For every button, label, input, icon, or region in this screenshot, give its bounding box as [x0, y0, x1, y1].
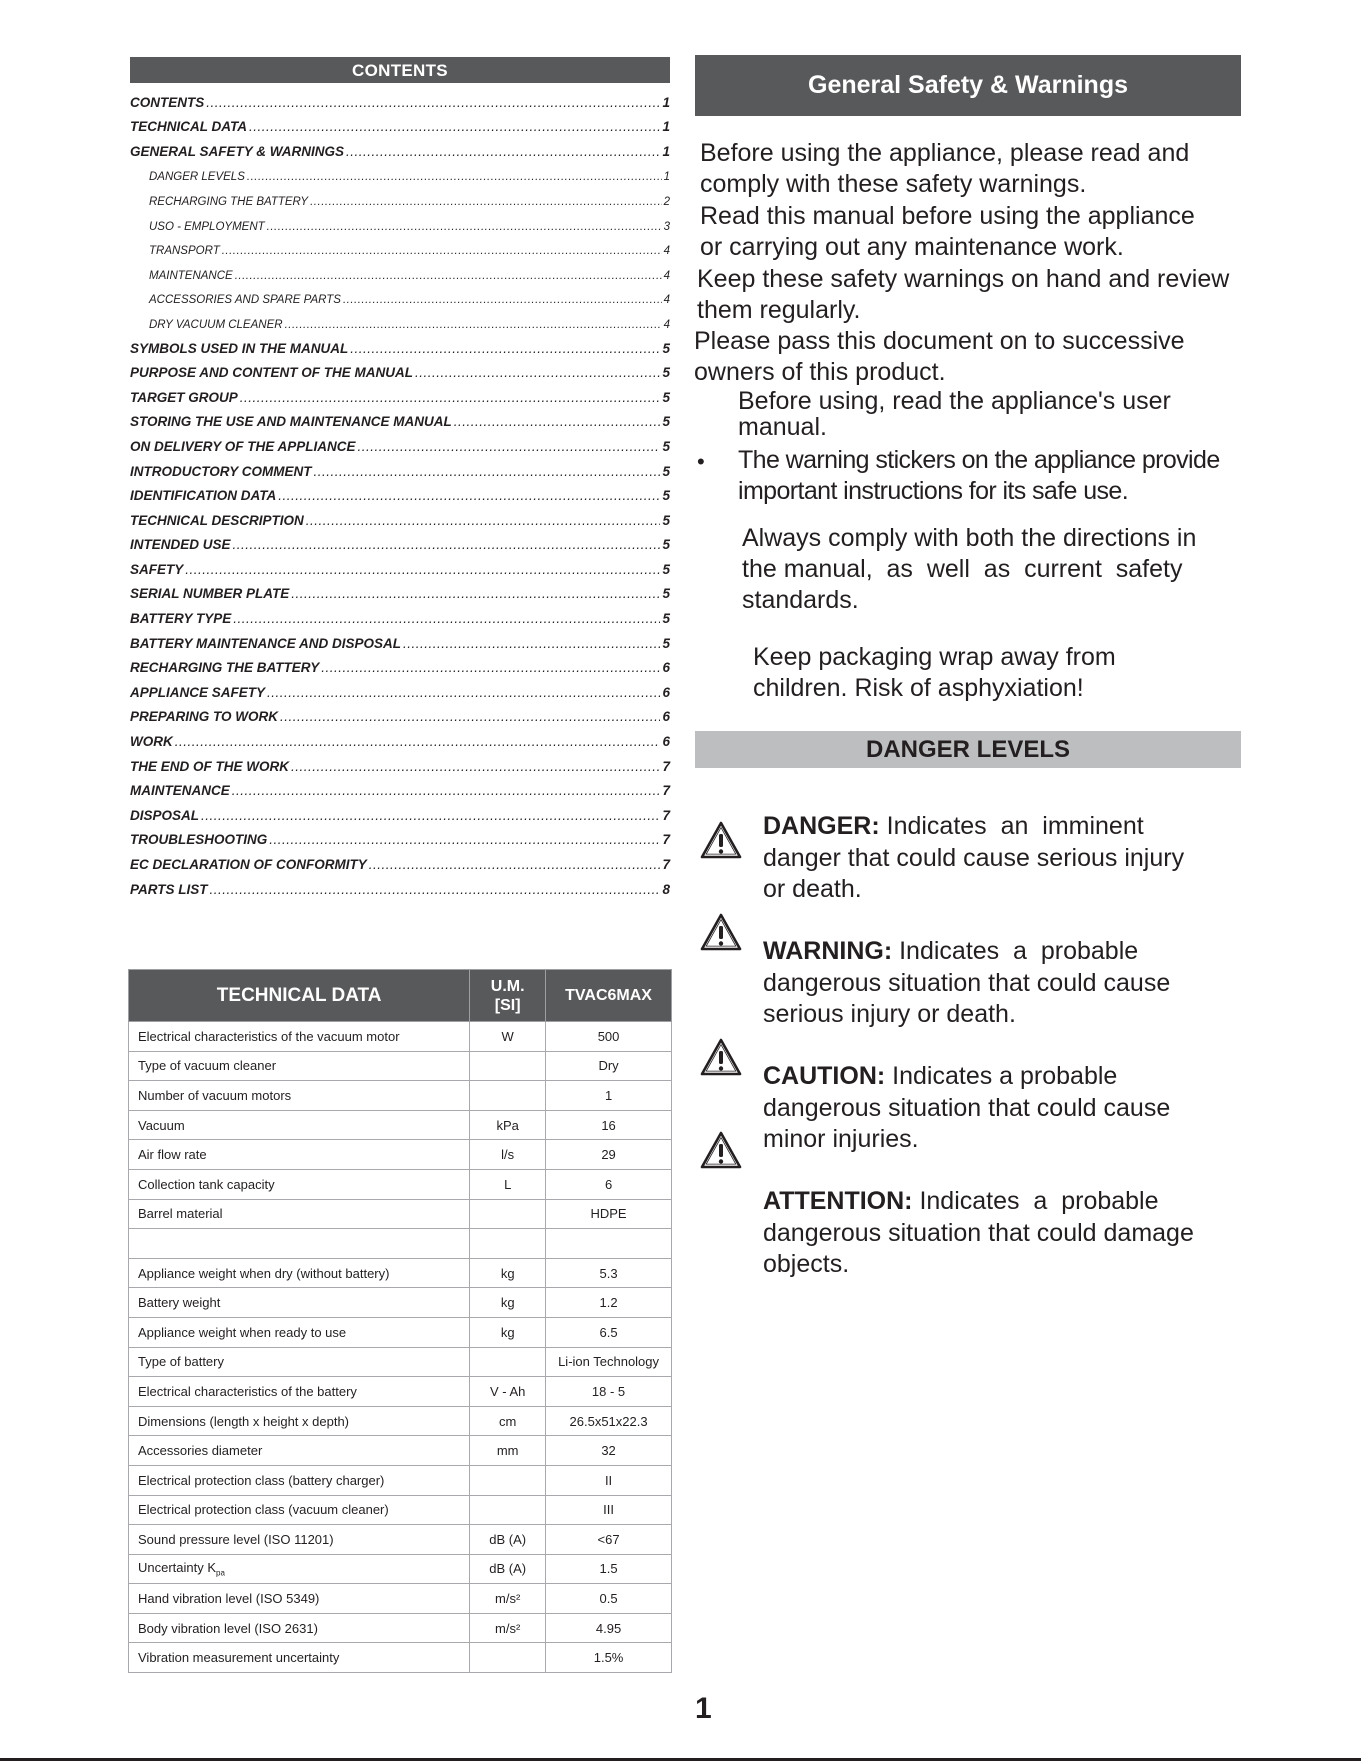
toc-leader-dots [267, 685, 660, 700]
table-cell-label [129, 1406, 470, 1436]
table-cell-value: III [546, 1495, 672, 1525]
model-header: TVAC6MAX [546, 970, 672, 1022]
toc-entry [130, 208, 670, 233]
toc-leader-dots [269, 832, 660, 847]
toc-leader-dots [232, 783, 661, 798]
toc-entry [130, 872, 670, 897]
table-row [129, 1643, 672, 1673]
safety-text: Before using the appliance, please read and [700, 139, 1190, 167]
table-cell-value: 1 [546, 1081, 672, 1111]
toc-entry [130, 601, 670, 626]
toc-entry-label: SYMBOLS USED IN THE MANUAL [130, 340, 349, 356]
toc-leader-dots [206, 95, 660, 110]
row-label-text: Barrel material [138, 1206, 223, 1222]
technical-data-title: TECHNICAL DATA [129, 970, 470, 1022]
toc-entry-page: 5 [662, 340, 670, 356]
toc-entry-page: 3 [663, 220, 670, 233]
toc-entry [130, 306, 670, 331]
toc-leader-dots [233, 611, 660, 626]
table-row [129, 1081, 672, 1111]
toc-entry [130, 503, 670, 528]
caution-text: minor injuries. [763, 1125, 919, 1153]
toc-leader-dots [185, 562, 660, 577]
row-label-text: Dimensions (length x height x depth) [138, 1413, 350, 1429]
row-label-text: Accessories diameter [138, 1443, 263, 1459]
attention-text: dangerous situation that could damage [763, 1218, 1194, 1247]
toc-entry-page: 4 [663, 269, 670, 282]
table-row [129, 1317, 672, 1347]
caution-text: dangerous situation that could cause [763, 1093, 1171, 1122]
danger-level-danger [763, 811, 1243, 906]
table-cell-unit [470, 1643, 546, 1673]
toc-leader-dots [343, 294, 662, 306]
row-label-text: Electrical protection class (vacuum cleaner) [138, 1502, 389, 1518]
warning-triangle-icon [699, 820, 743, 860]
table-cell-value: 6.5 [546, 1317, 672, 1347]
toc-entry-label: TRANSPORT [149, 245, 220, 258]
safety-text: Before using, read the appliance's user [738, 387, 1171, 415]
toc-entry-page: 6 [662, 709, 670, 725]
toc-entry-label: DANGER LEVELS [149, 171, 245, 184]
toc-entry [130, 774, 670, 799]
table-cell-unit: m/s² [470, 1584, 546, 1614]
toc-entry-page: 6 [662, 734, 670, 750]
toc-entry [130, 675, 670, 700]
toc-entry-page: 5 [662, 537, 670, 553]
row-label-text: Hand vibration level (ISO 5349) [138, 1591, 320, 1607]
safety-text: them regularly. [697, 296, 861, 324]
danger-level-attention [763, 1186, 1243, 1281]
table-cell-value: 26.5x51x22.3 [546, 1406, 672, 1436]
table-row [129, 1406, 672, 1436]
table-cell-label [129, 1169, 470, 1199]
toc-entry-label: IDENTIFICATION DATA [130, 488, 277, 504]
caution-keyword: CAUTION: [763, 1062, 886, 1090]
table-cell-value: 1.2 [546, 1288, 672, 1318]
toc-entry-page: 6 [662, 684, 670, 700]
toc-entry-page: 2 [663, 195, 670, 208]
table-row [129, 1022, 672, 1052]
toc-entry [130, 380, 670, 405]
toc-leader-dots [346, 144, 660, 159]
row-label-text: Sound pressure level (ISO 11201) [138, 1531, 334, 1547]
table-row [129, 1495, 672, 1525]
technical-data-table [128, 969, 672, 1673]
toc-leader-dots [210, 882, 661, 897]
warning-triangle-icon [699, 912, 743, 952]
unit-header [470, 970, 546, 1022]
table-cell-value: 6 [546, 1169, 672, 1199]
table-cell-unit: V - Ah [470, 1377, 546, 1407]
table-row [129, 1347, 672, 1377]
row-label-text: Type of vacuum cleaner [138, 1058, 277, 1074]
toc-entry-page: 5 [662, 414, 670, 430]
table-cell-unit: dB (A) [470, 1525, 546, 1555]
toc-entry-label: PURPOSE AND CONTENT OF THE MANUAL [130, 365, 413, 381]
toc-entry [130, 159, 670, 184]
table-cell-label [129, 1347, 470, 1377]
danger-text: Indicates an imminent [879, 812, 1144, 840]
contents-header: CONTENTS [130, 57, 670, 83]
toc-entry [130, 552, 670, 577]
toc-entry [130, 798, 670, 823]
table-row [129, 1140, 672, 1170]
table-cell-unit: W [470, 1022, 546, 1052]
danger-level-warning [763, 936, 1243, 1031]
safety-text: owners of this product. [694, 358, 946, 386]
safety-text: or carrying out any maintenance work. [700, 233, 1124, 261]
bullet-point: • [697, 449, 705, 474]
danger-text: or death. [763, 875, 862, 903]
attention-keyword: ATTENTION: [763, 1187, 913, 1215]
toc-leader-dots [415, 365, 660, 380]
table-cell-value [546, 1229, 672, 1259]
toc-leader-dots [280, 709, 660, 724]
toc-entry-page: 5 [662, 488, 670, 504]
row-label-text: Type of battery [138, 1354, 224, 1370]
toc-entry-page: 4 [663, 294, 670, 307]
toc-leader-dots [369, 857, 661, 872]
table-cell-unit: mm [470, 1436, 546, 1466]
safety-text: important instructions for its safe use. [738, 477, 1129, 505]
table-cell-unit [470, 1051, 546, 1081]
toc-entry-label: EC DECLARATION OF CONFORMITY [130, 857, 367, 872]
toc-entry [130, 700, 670, 725]
table-cell-label [129, 1584, 470, 1614]
toc-entry-label: GENERAL SAFETY & WARNINGS [130, 143, 345, 159]
toc-entry-label: USO - EMPLOYMENT [149, 220, 265, 233]
table-cell-unit: dB (A) [470, 1554, 546, 1584]
safety-text: comply with these safety warnings. [700, 170, 1087, 198]
table-cell-value: 1.5% [546, 1643, 672, 1673]
table-cell-value: HDPE [546, 1199, 672, 1229]
table-cell-label [129, 1022, 470, 1052]
unit-header-line2: [SI] [494, 996, 521, 1014]
safety-text: manual. [738, 413, 827, 441]
table-cell-unit [470, 1229, 546, 1259]
table-cell-label [129, 1643, 470, 1673]
safety-text: Please pass this document on to successive [694, 327, 1185, 355]
table-cell-value: 500 [546, 1022, 672, 1052]
technical-data-header-row [129, 970, 672, 1022]
toc-entry [130, 405, 670, 430]
table-cell-label [129, 1495, 470, 1525]
toc-leader-dots [233, 537, 661, 552]
warning-text: Indicates a probable [892, 937, 1139, 965]
safety-text: Keep packaging wrap away from [753, 643, 1116, 671]
general-safety-title: General Safety & Warnings [695, 55, 1241, 116]
table-cell-unit [470, 1081, 546, 1111]
table-row [129, 1465, 672, 1495]
table-cell-unit [470, 1465, 546, 1495]
toc-entry [130, 651, 670, 676]
toc-entry-label: TECHNICAL DATA [130, 119, 247, 135]
table-cell-value: 0.5 [546, 1584, 672, 1614]
toc-entry-label: TARGET GROUP [130, 389, 238, 405]
table-cell-unit: kg [470, 1258, 546, 1288]
table-cell-value: 18 - 5 [546, 1377, 672, 1407]
toc-leader-dots [249, 119, 660, 134]
safety-text: Keep these safety warnings on hand and review [697, 265, 1230, 293]
toc-entry [130, 577, 670, 602]
warning-text: serious injury or death. [763, 1000, 1016, 1028]
table-cell-value: 4.95 [546, 1613, 672, 1643]
toc-entry-label: STORING THE USE AND MAINTENANCE MANUAL [130, 414, 452, 430]
table-row [129, 1288, 672, 1318]
toc-entry-label: BATTERY MAINTENANCE AND DISPOSAL [130, 635, 402, 651]
caution-text: Indicates a probable [885, 1062, 1118, 1090]
toc-leader-dots [291, 586, 660, 601]
table-cell-unit [470, 1495, 546, 1525]
toc-list [130, 85, 670, 897]
toc-leader-dots [247, 171, 662, 183]
table-cell-label [129, 1258, 470, 1288]
toc-leader-dots [314, 464, 661, 479]
toc-entry-label: TROUBLESHOOTING [130, 832, 268, 848]
toc-entry [130, 356, 670, 381]
safety-text: Read this manual before using the appliance [700, 202, 1195, 230]
table-cell-label [129, 1229, 470, 1259]
toc-entry-page: 5 [662, 438, 670, 454]
toc-entry-page: 7 [662, 783, 670, 799]
toc-leader-dots [403, 636, 660, 651]
danger-levels-title: DANGER LEVELS [695, 731, 1241, 768]
toc-entry-label: MAINTENANCE [130, 783, 230, 799]
toc-entry [130, 257, 670, 282]
toc-entry [130, 823, 670, 848]
warning-keyword: WARNING: [763, 937, 893, 965]
toc-entry [130, 183, 670, 208]
toc-entry [130, 282, 670, 307]
row-label-subscript: pa [216, 1568, 225, 1578]
toc-entry-label: DRY VACUUM CLEANER [149, 318, 283, 331]
table-cell-value: 1.5 [546, 1554, 672, 1584]
table-cell-label [129, 1288, 470, 1318]
toc-entry-label: CONTENTS [130, 94, 205, 110]
table-row [129, 1613, 672, 1643]
table-cell-label [129, 1317, 470, 1347]
warning-text: dangerous situation that could cause [763, 968, 1171, 997]
toc-leader-dots [285, 319, 662, 331]
toc-leader-dots [278, 488, 660, 503]
toc-entry-label: PREPARING TO WORK [130, 709, 279, 725]
toc-entry-label: PARTS LIST [130, 881, 208, 897]
table-cell-label [129, 1436, 470, 1466]
toc-entry-page: 5 [662, 561, 670, 577]
toc-entry-page: 6 [662, 660, 670, 676]
table-cell-value: <67 [546, 1525, 672, 1555]
toc-entry [130, 429, 670, 454]
table-cell-unit: kg [470, 1288, 546, 1318]
table-cell-unit: L [470, 1169, 546, 1199]
table-row [129, 1377, 672, 1407]
table-cell-value: II [546, 1465, 672, 1495]
toc-entry-label: APPLIANCE SAFETY [130, 684, 266, 700]
toc-entry-page: 4 [663, 318, 670, 331]
toc-entry [130, 233, 670, 258]
toc-entry [130, 85, 670, 110]
toc-leader-dots [454, 414, 661, 429]
toc-entry-label: MAINTENANCE [149, 269, 233, 282]
toc-leader-dots [350, 341, 660, 356]
toc-leader-dots [222, 245, 662, 257]
row-label-text: Electrical protection class (battery charger) [138, 1472, 385, 1488]
toc-entry-page: 5 [662, 389, 670, 405]
toc-entry-page: 1 [662, 143, 670, 159]
table-row [129, 1110, 672, 1140]
toc-entry [130, 847, 670, 872]
toc-entry-page: 1 [662, 119, 670, 135]
table-row [129, 1229, 672, 1259]
toc-entry-label: THE END OF THE WORK [130, 758, 289, 774]
row-label-text: Appliance weight when dry (without battery) [138, 1265, 390, 1281]
table-row [129, 1169, 672, 1199]
toc-entry-page: 7 [662, 832, 670, 848]
toc-entry-page: 1 [663, 171, 670, 184]
row-label-text: Vibration measurement uncertainty [138, 1650, 340, 1666]
toc-entry-page: 5 [662, 463, 670, 479]
toc-entry-page: 5 [662, 586, 670, 602]
table-cell-unit: kPa [470, 1110, 546, 1140]
table-row [129, 1199, 672, 1229]
table-cell-value: 29 [546, 1140, 672, 1170]
row-label-text: Electrical characteristics of the battery [138, 1383, 357, 1399]
toc-entry-label: RECHARGING THE BATTERY [130, 660, 320, 676]
toc-entry-label: RECHARGING THE BATTERY [149, 195, 309, 208]
table-row [129, 1584, 672, 1614]
toc-entry-page: 7 [662, 807, 670, 823]
warning-triangle-icon [699, 1037, 743, 1077]
table-cell-value: 5.3 [546, 1258, 672, 1288]
toc-leader-dots [358, 439, 661, 454]
toc-entry [130, 479, 670, 504]
table-cell-label [129, 1377, 470, 1407]
table-cell-unit: l/s [470, 1140, 546, 1170]
row-label-text: Number of vacuum motors [138, 1087, 292, 1103]
toc-entry [130, 626, 670, 651]
toc-entry [130, 110, 670, 135]
table-cell-unit [470, 1199, 546, 1229]
toc-entry-label: INTRODUCTORY COMMENT [130, 463, 312, 479]
toc-entry-label: ACCESSORIES AND SPARE PARTS [149, 294, 341, 307]
table-cell-label [129, 1081, 470, 1111]
table-cell-value: Li-ion Technology [546, 1347, 672, 1377]
toc-entry-page: 5 [662, 635, 670, 651]
toc-entry-label: INTENDED USE [130, 537, 231, 553]
row-label-text: Uncertainty K [138, 1560, 217, 1576]
table-cell-label [129, 1613, 470, 1643]
toc-entry [130, 454, 670, 479]
toc-leader-dots [175, 734, 661, 749]
table-cell-label [129, 1525, 470, 1555]
toc-entry-label: TECHNICAL DESCRIPTION [130, 512, 304, 528]
toc-entry [130, 134, 670, 159]
table-cell-label [129, 1051, 470, 1081]
table-cell-label [129, 1140, 470, 1170]
table-cell-unit: m/s² [470, 1613, 546, 1643]
toc-entry-label: BATTERY TYPE [130, 611, 232, 627]
toc-entry [130, 749, 670, 774]
table-cell-value: Dry [546, 1051, 672, 1081]
safety-text: children. Risk of asphyxiation! [753, 674, 1084, 702]
table-cell-unit: kg [470, 1317, 546, 1347]
toc-leader-dots [201, 808, 660, 823]
danger-keyword: DANGER: [763, 812, 880, 840]
safety-text: Always comply with both the directions in [742, 524, 1197, 552]
toc-entry-label: WORK [130, 734, 173, 750]
toc-entry [130, 331, 670, 356]
toc-entry-page: 5 [662, 512, 670, 528]
toc-entry-page: 5 [662, 365, 670, 381]
table-row [129, 1525, 672, 1555]
toc-leader-dots [235, 270, 662, 282]
row-label-text: Appliance weight when ready to use [138, 1324, 347, 1340]
attention-text: objects. [763, 1250, 850, 1278]
safety-text: The warning stickers on the appliance provide [738, 446, 1220, 474]
toc-entry-page: 4 [663, 245, 670, 258]
safety-text: standards. [742, 586, 859, 614]
toc-leader-dots [267, 221, 662, 233]
row-label-text: Battery weight [138, 1295, 221, 1311]
safety-text: the manual, as well as current safety [742, 555, 1183, 583]
table-row [129, 1051, 672, 1081]
table-row [129, 1554, 672, 1584]
toc-entry-page: 7 [662, 758, 670, 774]
row-label-text: Vacuum [138, 1117, 185, 1133]
toc-leader-dots [240, 390, 661, 405]
row-label-text: Air flow rate [138, 1147, 207, 1163]
table-cell-label [129, 1465, 470, 1495]
table-row [129, 1436, 672, 1466]
row-label-text: Electrical characteristics of the vacuum motor [138, 1028, 400, 1044]
toc-entry-page: 8 [662, 881, 670, 897]
table-row [129, 1258, 672, 1288]
toc-leader-dots [321, 660, 660, 675]
toc-entry-label: SERIAL NUMBER PLATE [130, 586, 290, 602]
danger-level-caution [763, 1061, 1243, 1156]
toc-entry [130, 528, 670, 553]
toc-entry-page: 7 [662, 857, 670, 872]
toc-leader-dots [310, 196, 661, 208]
table-cell-unit [470, 1347, 546, 1377]
toc-entry-label: SAFETY [130, 561, 184, 577]
danger-text: danger that could cause serious injury [763, 843, 1185, 872]
toc-entry-label: ON DELIVERY OF THE APPLIANCE [130, 438, 356, 454]
row-label-text: Body vibration level (ISO 2631) [138, 1620, 318, 1636]
contents-section [130, 57, 670, 897]
toc-leader-dots [291, 759, 660, 774]
toc-entry [130, 724, 670, 749]
toc-entry-label: DISPOSAL [130, 807, 200, 823]
unit-header-line1: U.M. [490, 977, 525, 995]
row-label-text: Collection tank capacity [138, 1176, 275, 1192]
toc-leader-dots [306, 513, 661, 528]
table-cell-value: 16 [546, 1110, 672, 1140]
attention-text: Indicates a probable [912, 1187, 1159, 1215]
table-cell-unit: cm [470, 1406, 546, 1436]
table-cell-label [129, 1199, 470, 1229]
table-cell-label [129, 1110, 470, 1140]
table-cell-label [129, 1554, 470, 1584]
table-cell-value: 32 [546, 1436, 672, 1466]
page-number: 1 [695, 1692, 712, 1725]
toc-entry-page: 5 [662, 611, 670, 627]
warning-triangle-icon [699, 1130, 743, 1170]
toc-entry-page: 1 [662, 94, 670, 110]
